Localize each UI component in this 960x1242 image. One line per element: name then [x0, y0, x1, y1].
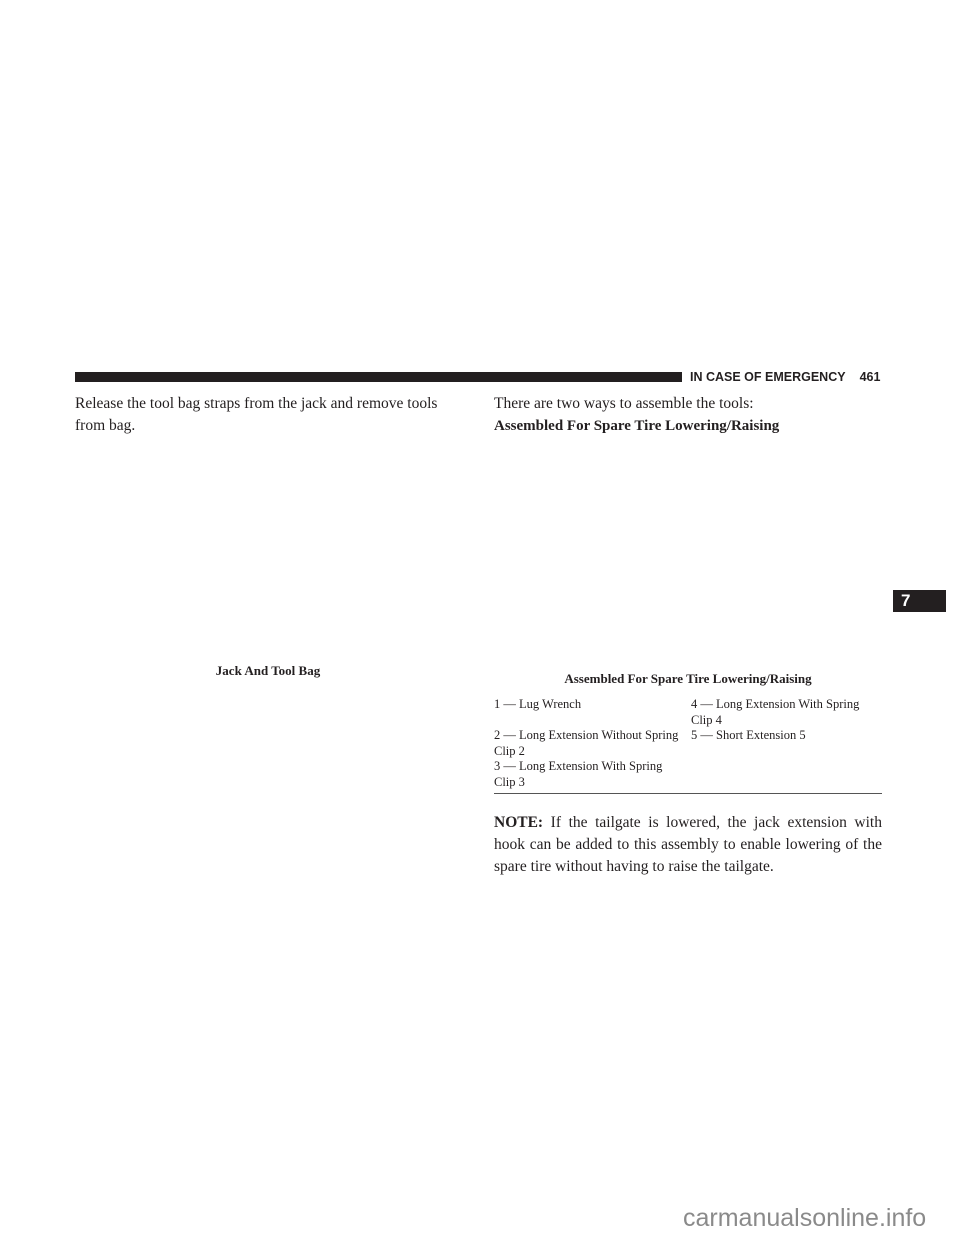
section-heading: Assembled For Spare Tire Lowering/Raising [494, 418, 780, 434]
legend-item: 2 — Long Extension Without Spring Clip 2 [494, 728, 679, 758]
watermark: carmanualsonline.info [683, 1204, 927, 1232]
note-text: If the tailgate is lowered, the jack extension with hook can be added to this assembly to enable lowering of the spare tire without having to raise the tailgate. [494, 814, 882, 875]
figure-caption-jack-bag: Jack And Tool Bag [215, 663, 321, 678]
legend-item: 5 — Short Extension 5 [691, 728, 806, 743]
legend-divider [494, 793, 882, 794]
running-header [690, 370, 880, 384]
chapter-tab: 7 [893, 590, 946, 612]
legend-item: 3 — Long Extension With Spring Clip 3 [494, 759, 663, 789]
page-number: 461 [859, 370, 881, 384]
intro-paragraph: There are two ways to assemble the tools: [494, 395, 754, 412]
legend-item: 1 — Lug Wrench [494, 697, 582, 711]
legend-column-2 [691, 697, 883, 744]
left-paragraph: Release the tool bag straps from the jack and remove tools from bag. [75, 395, 438, 434]
legend-item: 4 — Long Extension With Spring Clip 4 [691, 697, 860, 727]
note-paragraph [494, 812, 882, 878]
note-label: NOTE: [494, 814, 544, 831]
legend-column-1 [494, 697, 686, 791]
section-title: IN CASE OF EMERGENCY [690, 370, 846, 384]
figure-caption-assembly: Assembled For Spare Tire Lowering/Raising [564, 671, 812, 686]
header-bar [75, 372, 682, 382]
